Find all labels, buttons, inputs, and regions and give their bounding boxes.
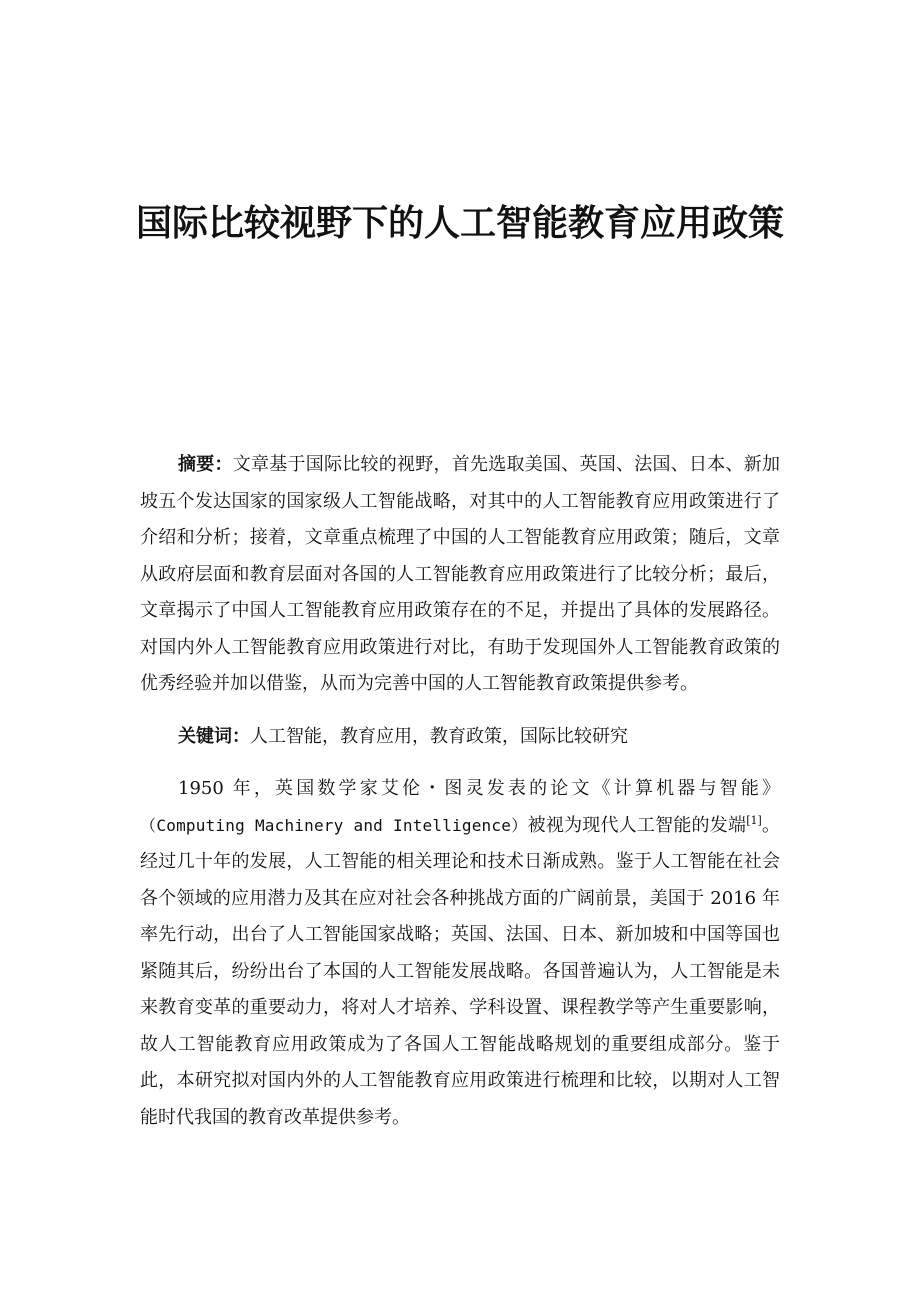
abstract-label: 摘要： (178, 454, 233, 475)
intro-english-title: （Computing Machinery and Intelligence） (140, 815, 528, 835)
intro-text-part3: 。经过几十年的发展，人工智能的相关理论和技术日渐成熟。鉴于人工智能在社会各个领域的应用潜力及其在应对社会各种挑战方面的广阔前景，美国于 2016 年率先行动，出台了人工智能国家战略；英国、法国、日本、新加坡和中国等国也紧随其后，纷纷出台了本国的人工智能发展战略。各国普遍认为，人工智能是未来教育变革的重要动力，将对人才培养、学科设置、课程教学等产生重要影响，故人工智能教育应用政策成为了各国人工智能战略规划的重要组成部分。鉴于此，本研究拟对国内外的人工智能教育应用政策进行梳理和比较，以期对人工智能时代我国的教育改革提供参考。 (140, 814, 781, 1128)
abstract-paragraph (140, 447, 780, 703)
abstract-text: 文章基于国际比较的视野，首先选取美国、英国、法国、日本、新加坡五个发达国家的国家级人工智能战略，对其中的人工智能教育应用政策进行了介绍和分析；接着，文章重点梳理了中国的人工智能教育应用政策；随后，文章从政府层面和教育层面对各国的人工智能教育应用政策进行了比较分析；最后，文章揭示了中国人工智能教育应用政策存在的不足，并提出了具体的发展路径。对国内外人工智能教育应用政策进行对比，有助于发现国外人工智能教育政策的优秀经验并加以借鉴，从而为完善中国的人工智能教育政策提供参考。 (140, 454, 780, 694)
intro-paragraph (140, 771, 780, 1136)
document-title: 国际比较视野下的人工智能教育应用政策 (135, 203, 784, 244)
document-body (140, 447, 780, 1136)
keywords-paragraph (140, 719, 780, 756)
citation-marker: [1] (746, 813, 762, 827)
keywords-label: 关键词： (178, 725, 250, 747)
intro-text-part2: 被视为现代人工智能的发端 (527, 814, 747, 836)
intro-text-part1: 1950 年，英国数学家艾伦・图灵发表的论文《计算机器与智能》 (178, 778, 780, 799)
keywords-text: 人工智能，教育应用，教育政策，国际比较研究 (250, 725, 628, 747)
